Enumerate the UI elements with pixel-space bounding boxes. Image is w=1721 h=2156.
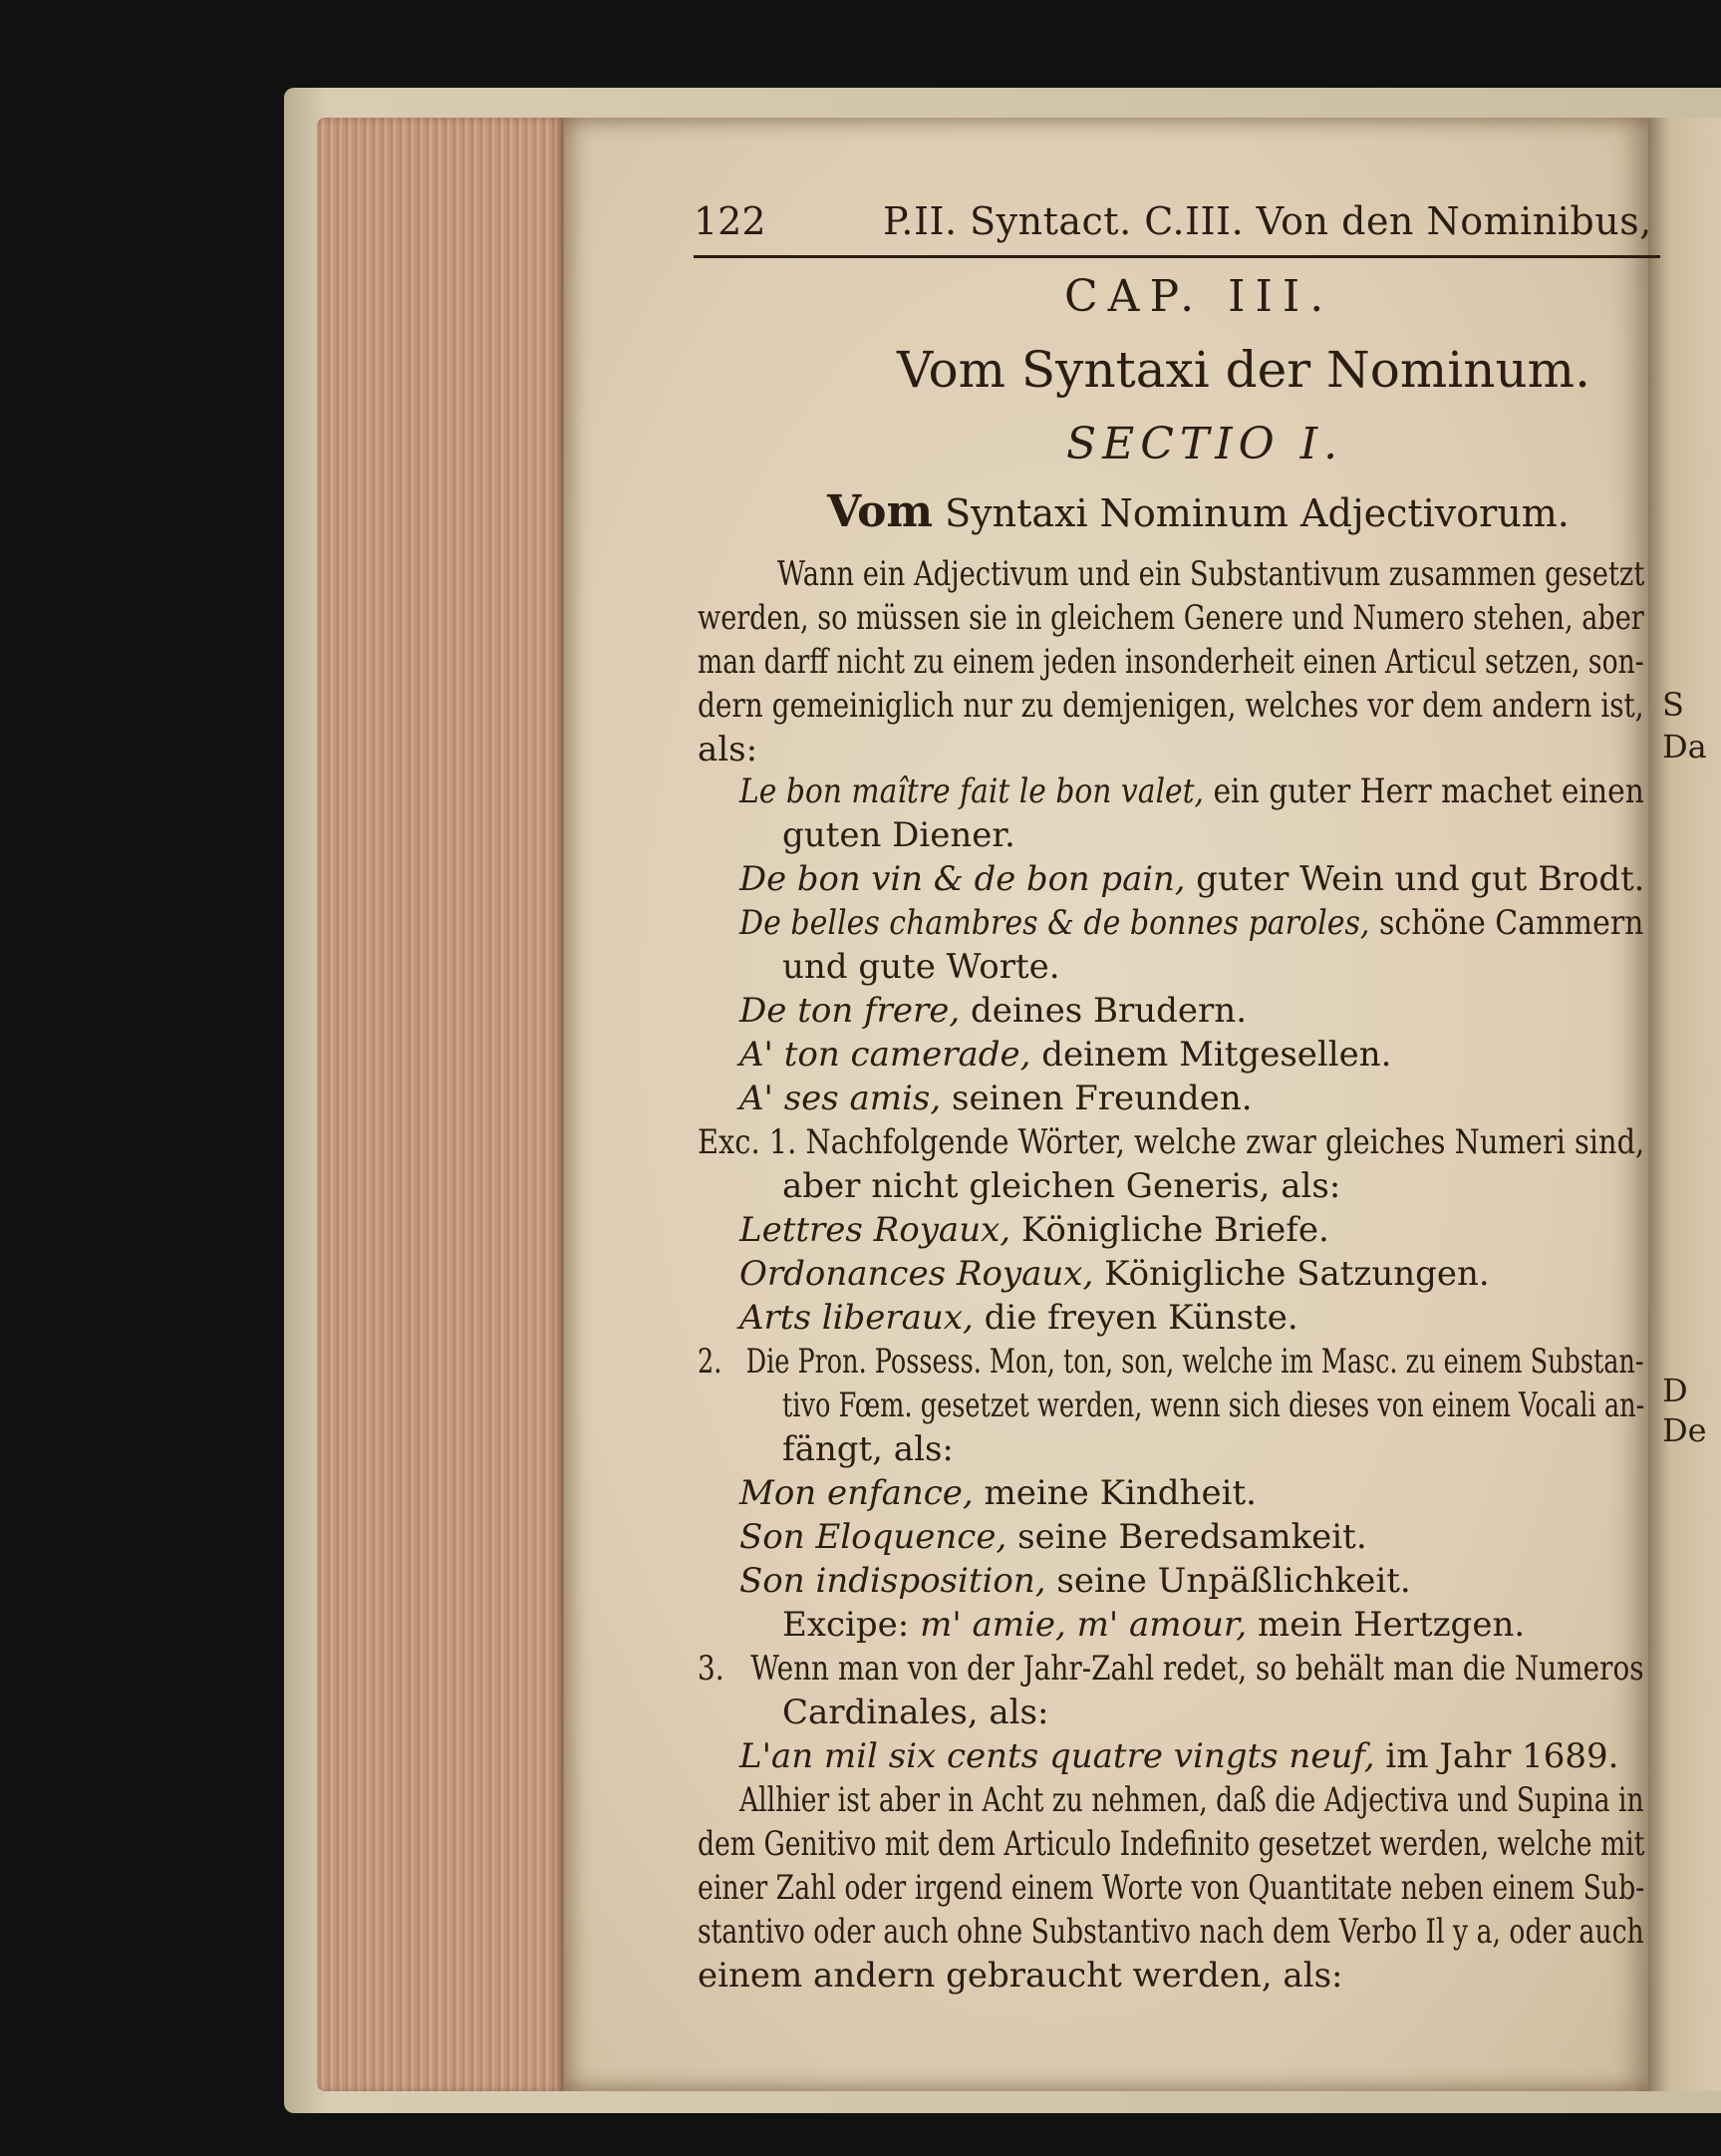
example-german: guten Diener. [782,815,1015,855]
exception-line [698,1649,1644,1689]
text-line: einer Zahl oder irgend einem Worte von Quantitate neben einem Sub- [698,1868,1645,1908]
example-line [782,815,1015,855]
excipe-label: Excipe: [782,1605,910,1645]
example-french: Ordonances Royaux, [739,1254,1094,1294]
text-line: werden, so müssen sie in gleichem Genere und Numero stehen, aber [698,598,1644,638]
example-line [739,1517,1367,1557]
example-german: Königliche Briefe. [1020,1210,1329,1250]
example-line [739,903,1644,943]
section-title-rest: Syntaxi Nominum Adjectivorum. [945,491,1570,535]
example-french: Lettres Royaux, [739,1210,1011,1250]
chapter-title: Vom Syntaxi der Nominum. [897,341,1590,399]
example-line [782,947,1060,987]
example-line [739,1298,1298,1338]
text-line: einem andern gebraucht werden, als: [698,1956,1343,1996]
text-line: Allhier ist aber in Acht zu nehmen, daß die Adjectiva und Supina in [739,1780,1644,1820]
example-french: Le bon maître fait le bon valet, [739,771,1204,811]
header-rule [694,255,1660,258]
facing-fragment: D [1662,1372,1688,1409]
exception-line [698,1342,1643,1382]
example-line [739,1736,1618,1776]
example-french: A' ton camerade, [739,1035,1031,1075]
facing-page-edge [1648,118,1721,2091]
section-title-lead: Vom [827,486,934,537]
excipe-line [782,1605,1525,1645]
example-french: Mon enfance, [739,1473,974,1513]
example-german: deinem Mitgesellen. [1041,1035,1392,1075]
example-french: L'an mil six cents quatre vingts neuf, [739,1736,1375,1776]
example-line [739,859,1644,899]
example-french: De ton frere, [739,991,961,1031]
text-line: als: [698,730,758,770]
text-line: man darff nicht zu einem jeden insonderheit einen Articul setzen, son- [698,642,1644,682]
facing-fragment: S [1662,686,1684,724]
exception-text: Nachfolgende Wörter, welche zwar gleiches Numeri sind, [805,1122,1645,1162]
text-line: dem Genitivo mit dem Articulo Indefinito gesetzet werden, welche mit [698,1824,1645,1864]
excipe-french: m' amie, m' amour, [920,1605,1248,1645]
exception-text: Die Pron. Possess. Mon, ton, son, welche im Masc. zu einem Substan- [745,1342,1644,1382]
facing-fragment: Da [1662,728,1707,766]
page-number: 122 [694,199,766,243]
example-french: De bon vin & de bon pain, [739,859,1186,899]
example-line [739,1473,1257,1513]
example-french: A' ses amis, [739,1078,942,1118]
example-german: guter Wein und gut Brodt. [1196,859,1645,899]
facing-fragment: De [1662,1411,1707,1449]
example-line [739,771,1644,811]
example-french: Son indisposition, [739,1561,1046,1601]
example-german: die freyen Künste. [984,1298,1298,1338]
text-line: stantivo oder auch ohne Substantivo nach dem Verbo Il y a, oder auch [698,1912,1644,1952]
example-french: De belles chambres & de bonnes paroles, [739,903,1370,943]
exception-line: aber nicht gleichen Generis, als: [782,1166,1341,1206]
example-line [739,1078,1253,1118]
page-edges [317,118,564,2091]
example-line [739,1210,1329,1250]
section-title [827,486,1570,537]
example-french: Arts liberaux, [739,1298,974,1338]
exception-line: fängt, als: [782,1429,954,1469]
running-title: P.II. Syntact. C.III. Von den Nominibus, [883,199,1652,243]
example-german: ein guter Herr machet einen [1213,771,1644,811]
example-german: seinen Freunden. [952,1078,1253,1118]
exception-line [698,1122,1644,1162]
text-line: Wann ein Adjectivum und ein Substantivum zusammen gesetzt [777,554,1645,594]
example-german: Königliche Satzungen. [1104,1254,1490,1294]
example-german: und gute Worte. [782,947,1060,987]
example-line [739,1035,1391,1075]
example-german: im Jahr 1689. [1385,1736,1619,1776]
exception-label: Exc. 1. [698,1122,797,1162]
section-number: SECTIO I. [1066,419,1344,469]
exception-line: Cardinales, als: [782,1693,1049,1732]
excipe-german: mein Hertzgen. [1258,1605,1526,1645]
exception-line: tivo Fœm. gesetzet werden, wenn sich dieses von einem Vocali an- [782,1386,1645,1425]
example-french: Son Eloquence, [739,1517,1007,1557]
example-german: seine Unpäßlichkeit. [1056,1561,1411,1601]
example-german: seine Beredsamkeit. [1017,1517,1367,1557]
exception-label: 3. [698,1649,724,1689]
exception-text: Wenn man von der Jahr-Zahl redet, so behält man die Numeros [750,1649,1644,1689]
exception-label: 2. [698,1342,722,1382]
example-line [739,1254,1490,1294]
running-header [694,199,1660,249]
example-german: deines Brudern. [970,991,1247,1031]
example-german: meine Kindheit. [984,1473,1257,1513]
text-line: dern gemeiniglich nur zu demjenigen, welches vor dem andern ist, [698,686,1644,726]
example-line [739,1561,1411,1601]
example-line [739,991,1247,1031]
chapter-number: CAP. III. [1064,271,1334,322]
example-german: schöne Cammern [1378,903,1644,943]
